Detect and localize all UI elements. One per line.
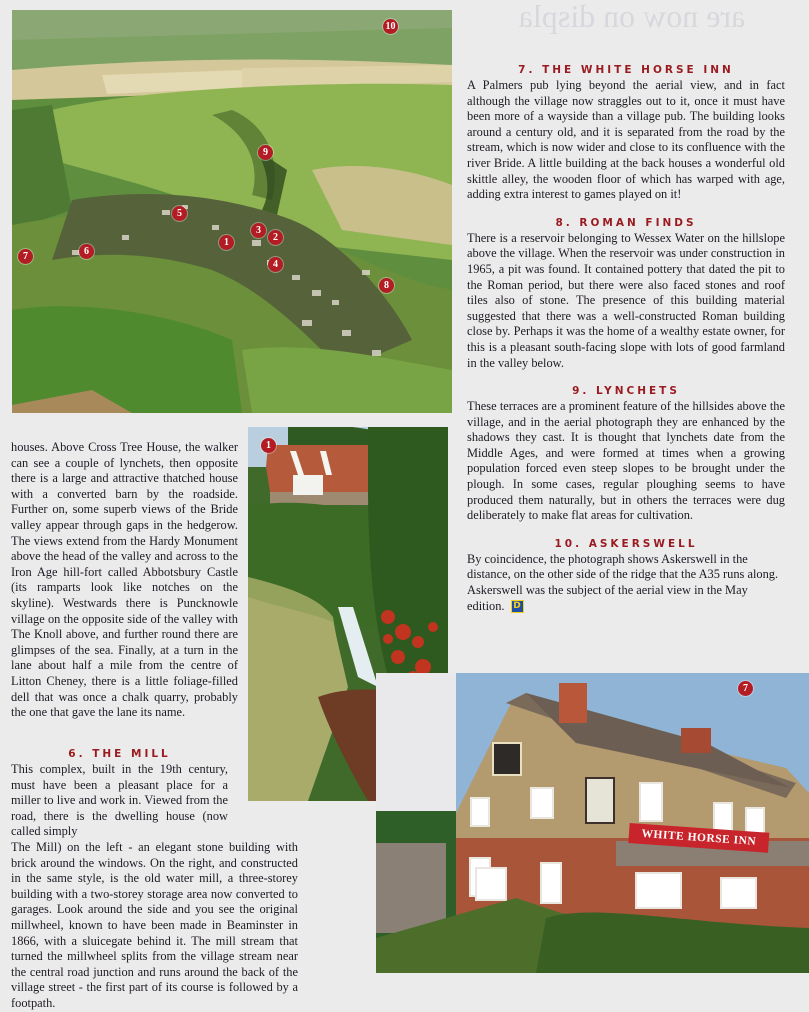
body-white-horse-inn: A Palmers pub lying beyond the aerial view, and in fact although the village now straggles out to it, once it must have been more of a wayside than a village pub. The building looks around a century old, and it is separated from the road by the stream, which is now wider and close to its confluence with the river Bride. A little building at the back houses a wonderful old skittle alley, the wooden floor of which has warped with age, adding extra interest to games played on it!: [467, 78, 785, 202]
show-through-text: are now on displa: [518, 0, 746, 34]
section-lynchets: [467, 385, 785, 524]
heading-askerswell: 10. ASKERSWELL: [554, 537, 698, 550]
body-the-mill-narrow: This complex, built in the 19th century, must have been a pleasant place for a miller to live and work in. Viewed from the road, there is the dwelling house (now called simply: [11, 762, 228, 839]
map-marker-3: 3: [251, 223, 266, 238]
map-marker-10: 10: [383, 19, 398, 34]
pub-scene: [376, 673, 809, 973]
section-the-mill: [11, 748, 298, 1012]
body-askerswell: By coincidence, the photograph shows Askerswell in the distance, on the other side of the ridge that the A35 runs along. Askerswell was the subject of the aerial view in the May edition.: [467, 551, 779, 613]
map-marker-5: 5: [172, 206, 187, 221]
map-marker-1: 1: [219, 235, 234, 250]
section-roman-finds: [467, 217, 785, 371]
aerial-landscape: [12, 10, 452, 413]
right-column: [467, 64, 785, 628]
heading-the-mill: 6. THE MILL: [68, 748, 171, 760]
left-column: [11, 440, 238, 721]
heading-roman-finds: 8. ROMAN FINDS: [555, 216, 697, 229]
pub-photo: [376, 673, 809, 973]
body-lynchets: These terraces are a prominent feature of the hillsides above the village, and in the aerial photograph they are enhanced by the shadows they cast. It is thought that lynchets date from the Middle Ages, and were formed at times when a growing population forced even steep slopes to be brought under the plough. In some cases, regular ploughing seems to have produced them naturally, but in others the terraces were dug deliberately to make flat areas for cultivation.: [467, 399, 785, 523]
heading-lynchets: 9. LYNCHETS: [572, 385, 680, 398]
body-continued-walk: houses. Above Cross Tree House, the walker can see a couple of lynchets, then opposite there is a large and attractive thatched house with a converted barn by the roadside. Further on, some superb views of the Bride valley appear through gaps in the hedgerow. The views extend from the Hardy Monument above the head of the valley and across to the Iron Age hill-fort called Abbotsbury Castle (its ramparts look like notches on the skyline). Westwards there is Puncknowle village on the opposite side of the valley with The Knoll above, and further round there are glimpses of the sea. Finally, at a turn in the lane about half a mile from the centre of Litton Cheney, there is a little foliage-filled dell that was once a chalk quarry, probably the one that gave the lane its name.: [11, 440, 238, 720]
aerial-photo: [12, 10, 452, 413]
body-the-mill-wide: The Mill) on the left - an elegant stone building with brick around the windows. On the right, and constructed in the same style, is the old water mill, a three-storey building with a two-storey storage area now converted to garages. Look around the side and you see the original millwheel, known to have been made in Beaminster in 1866, with a sluicegate behind it. The mill stream that turned the millwheel splits from the village stream near the central road junction and runs around the back of the village street - the first part of its course is followed by a footpath.: [11, 839, 298, 1010]
photo-marker-7: 7: [738, 681, 753, 696]
section-white-horse-inn: [467, 64, 785, 203]
map-marker-9: 9: [258, 145, 273, 160]
map-marker-4: 4: [268, 257, 283, 272]
photo-marker-1: 1: [261, 438, 276, 453]
map-marker-7: 7: [18, 249, 33, 264]
end-mark-icon: D: [511, 600, 524, 613]
body-roman-finds: There is a reservoir belonging to Wessex Water on the hillslope above the village. When the reservoir was under construction in 1965, a pit was found. It contained pottery that dated the pit to the Roman period, but there were also faced stones and roof tiles also of stone. The presence of this building material suggested that there was a well-constructed Roman building close by. Perhaps it was the home of a wealthy estate owner, for this is a pleasant south-facing slope with lots of good farmland in the valley below.: [467, 230, 785, 370]
map-marker-2: 2: [268, 230, 283, 245]
heading-white-horse-inn: 7. THE WHITE HORSE INN: [518, 64, 734, 76]
pub-sign: WHITE HORSE INN: [628, 823, 769, 853]
map-marker-6: 6: [79, 244, 94, 259]
map-marker-8: 8: [379, 278, 394, 293]
body-askerswell-wrap: [467, 552, 785, 614]
section-askerswell: [467, 538, 785, 614]
